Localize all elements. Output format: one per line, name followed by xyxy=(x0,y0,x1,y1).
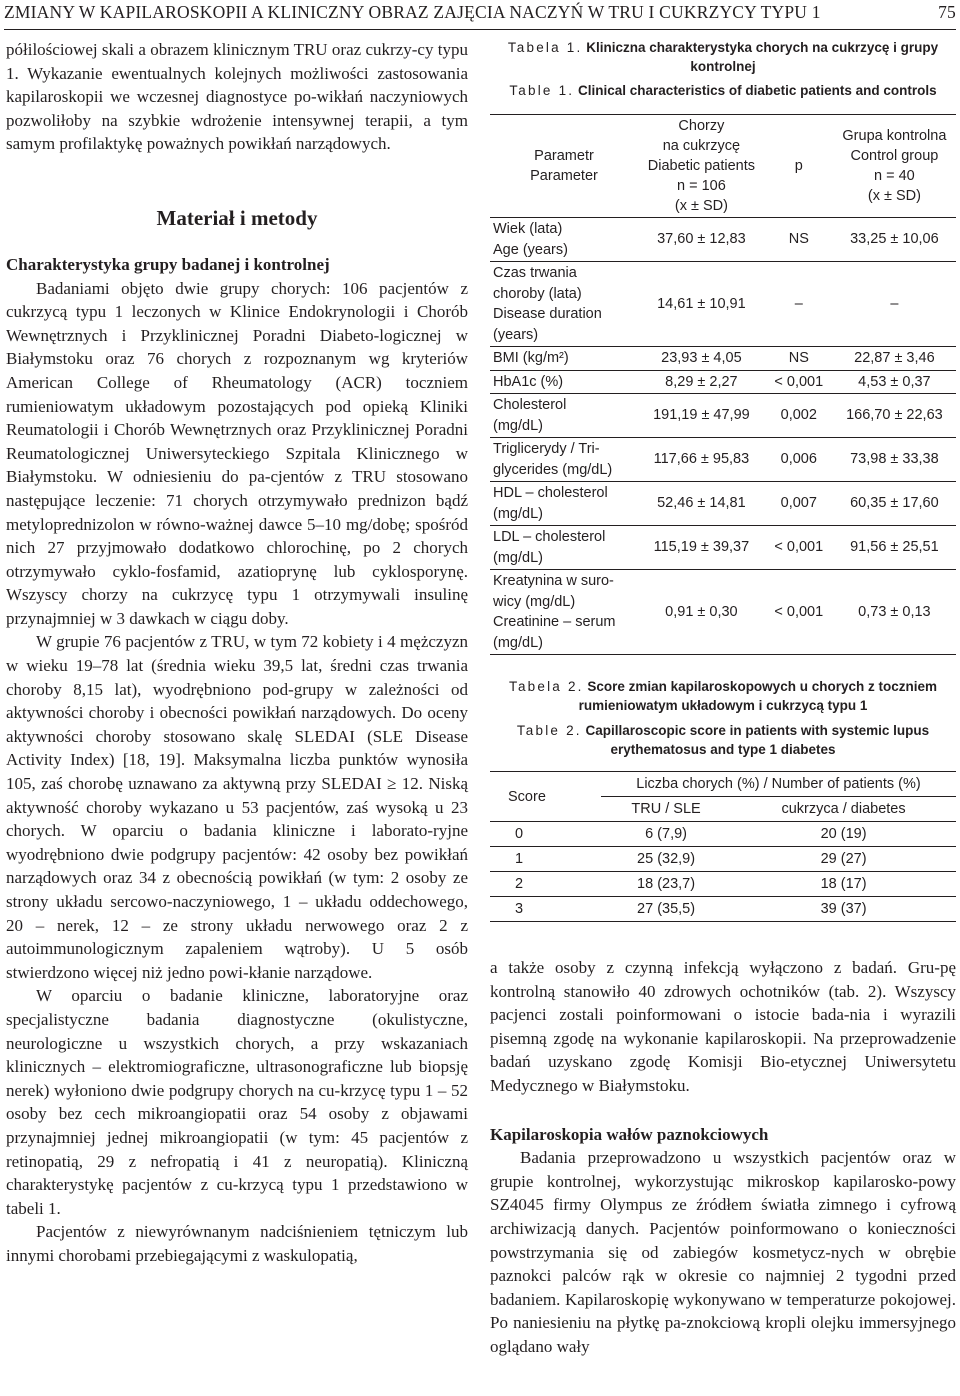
table1-label-pl: Tabela 1. xyxy=(507,40,583,55)
table1-body xyxy=(490,218,956,655)
p-value: NS xyxy=(765,347,833,371)
table1-row xyxy=(490,347,956,371)
row-label-line: glycerides (mg/dL) xyxy=(493,461,613,478)
row-label xyxy=(490,262,638,347)
paragraph: Pacjentów z niewyrównanym nadciśnieniem tętniczym lub innymi chorobami przebiegającymi z waskulopatią, xyxy=(6,1222,468,1265)
table2-label-pl: Tabela 2. xyxy=(509,679,584,694)
p-value: < 0,001 xyxy=(765,570,833,655)
row-label-line: (mg/dL) xyxy=(493,549,543,566)
score-value: 1 xyxy=(490,847,601,872)
diabetic-value: 14,61 ± 10,91 xyxy=(638,262,765,347)
control-value: – xyxy=(833,262,956,347)
row-label-line: choroby (lata) xyxy=(493,285,582,302)
paragraph: a także osoby z czynną infekcją wyłączono z badań. Gru-pę kontrolną stanowiło 40 zdrowych ochotników (tab. 2). Wszyscy pacjenci zostali poinformowani o istocie bada-nia i wyrazili pisemną zgodę na wykonanie kapilaroskopii. Na przeprowadzenie badań uzyskano zgodę Komisji Bio-etycznej Uniwersytetu Medycznego w Białymstoku. xyxy=(490,958,956,1095)
table2-header-diabetes: cukrzyca / diabetes xyxy=(731,797,956,822)
control-value: 22,87 ± 3,46 xyxy=(833,347,956,371)
row-label xyxy=(490,394,638,438)
table1-header-diabetic xyxy=(638,115,765,218)
right-column xyxy=(490,38,956,1359)
table1-row xyxy=(490,370,956,394)
score-value: 3 xyxy=(490,897,601,922)
tru-count: 25 (32,9) xyxy=(601,847,731,872)
subsection-heading: Kapilaroskopia wałów paznokciowych xyxy=(490,1124,769,1144)
diabetic-value: 0,91 ± 0,30 xyxy=(638,570,765,655)
diabetic-value: 23,93 ± 4,05 xyxy=(638,347,765,371)
p-value: < 0,001 xyxy=(765,370,833,394)
table1-header-control xyxy=(833,115,956,218)
table1-title-en: Clinical characteristics of diabetic patients and controls xyxy=(578,83,937,98)
control-value: 33,25 ± 10,06 xyxy=(833,218,956,262)
table1-label-en: Table 1. xyxy=(509,83,575,98)
control-value: 4,53 ± 0,37 xyxy=(833,370,956,394)
table2-row xyxy=(490,822,956,847)
paragraph: W oparciu o badanie kliniczne, laboratoryjne oraz specjalistyczne badania diagnostyczne (okulistyczne, neurologiczne u wszystkich chorych, a przy wskazaniach klinicznych – elektromiograficzne, ultrasonograficzne lub biopsję nerek) wyłoniono dwie podgrupy chorych na cu-krzycę typu 1 – 52 osoby bez cech mikroangiopatii oraz 54 osoby z objawami przynajmniej jednej mikroangiopatii (w tym: 45 pacjentów z retinopatią, 29 z nefropatią i 41 z neuropatią). Kliniczną charakterystykę pacjentów z cu-krzycą typu 1 przedstawiono w tabeli 1. xyxy=(6,986,468,1218)
control-value: 0,73 ± 0,13 xyxy=(833,570,956,655)
row-label-line: (mg/dL) xyxy=(493,634,543,651)
p-value: < 0,001 xyxy=(765,526,833,570)
row-label-line: Age (years) xyxy=(493,241,568,258)
table1-caption-pl xyxy=(490,38,956,76)
section-title: Materiał i metody xyxy=(156,205,318,230)
row-label-line: (years) xyxy=(493,326,539,343)
row-label-line: wicy (mg/dL) xyxy=(493,593,576,610)
diabetes-count: 29 (27) xyxy=(731,847,956,872)
intro-paragraph: półilościowej skali a obrazem klinicznym TRU oraz cukrzy-cy typu 1. Wykazanie ewentualnych kolejnych możliwości zastosowania kapilaroskopii we wczesnej diagnostyce po-wikłań naczyniowych pozwoliłoby na szybkie wdrożenie intensywnej terapii, a tym samym profilaktykę poważnych powikłań narządowych. xyxy=(6,40,468,154)
subsection-heading: Charakterystyka grupy badanej i kontrolnej xyxy=(6,254,330,274)
row-label-line: HbA1c (%) xyxy=(493,373,564,390)
p-value: 0,007 xyxy=(765,482,833,526)
row-label xyxy=(490,438,638,482)
control-value: 60,35 ± 17,60 xyxy=(833,482,956,526)
header-rule xyxy=(4,29,956,30)
row-label-line: Kreatynina w suro- xyxy=(493,573,614,589)
paragraph: Badania przeprowadzono u wszystkich pacjentów oraz w grupie kontrolnej, wykorzystując mikroskop kapilarosko-powy SZ4045 firmy Olympus ze źródłem światła zimnego i cyfrową archiwizacją danych. Pacjentów poinformowano o konieczności powstrzymania się od zabiegów kosmetycz-nych w obrębie paznokci palców rąk w okresie co najmniej 2 tygodni przed badaniem. Kapilaroskopię wykonywano w temperaturze pokojowej. Po naniesieniu na płytkę pa-znokciową kropli olejku immersyjnego oglądano wały xyxy=(490,1148,956,1356)
table1-row xyxy=(490,570,956,655)
table1 xyxy=(490,114,956,655)
table1-row xyxy=(490,394,956,438)
header-text: Parametr xyxy=(534,148,594,164)
control-value: 91,56 ± 25,51 xyxy=(833,526,956,570)
table2-caption-en xyxy=(490,721,956,759)
header-text: na cukrzycę xyxy=(662,138,741,154)
table2-header-row xyxy=(490,772,956,797)
table1-header-row xyxy=(490,115,956,218)
p-value: – xyxy=(765,262,833,347)
table2-header-group: Liczba chorych (%) / Number of patients (%) xyxy=(601,772,956,797)
p-value: NS xyxy=(765,218,833,262)
diabetic-value: 115,19 ± 39,37 xyxy=(638,526,765,570)
header-text: n = 40 xyxy=(874,168,915,184)
row-label xyxy=(490,570,638,655)
score-value: 2 xyxy=(490,872,601,897)
table1-row xyxy=(490,262,956,347)
row-label-line: Wiek (lata) xyxy=(493,221,563,237)
table1-title-pl: Kliniczna charakterystyka chorych na cukrzycę i grupy kontrolnej xyxy=(586,40,939,74)
p-value: 0,006 xyxy=(765,438,833,482)
header-text: Parameter xyxy=(530,168,598,184)
row-label-line: Czas trwania xyxy=(493,265,577,281)
table2 xyxy=(490,771,956,922)
row-label-line: BMI (kg/m²) xyxy=(493,350,569,366)
table2-title-en: Capillaroscopic score in patients with systemic lupus erythematosus and type 1 diabetes xyxy=(585,723,930,757)
diabetic-value: 8,29 ± 2,27 xyxy=(638,370,765,394)
control-value: 73,98 ± 33,38 xyxy=(833,438,956,482)
diabetic-value: 37,60 ± 12,83 xyxy=(638,218,765,262)
diabetes-count: 20 (19) xyxy=(731,822,956,847)
header-text: Grupa kontrolna xyxy=(842,128,947,144)
row-label xyxy=(490,347,638,371)
table1-caption-en xyxy=(490,81,956,100)
table2-label-en: Table 2. xyxy=(516,723,582,738)
left-column xyxy=(6,38,468,1268)
table2-row xyxy=(490,897,956,922)
row-label-line: Triglicerydy / Tri- xyxy=(493,441,600,457)
table1-header-param xyxy=(490,115,638,218)
row-label-line: Creatinine – serum xyxy=(493,614,616,630)
row-label-line: (mg/dL) xyxy=(493,505,543,522)
table1-row xyxy=(490,482,956,526)
header-text: Chorzy xyxy=(678,118,725,134)
table1-row xyxy=(490,218,956,262)
diabetes-count: 18 (17) xyxy=(731,872,956,897)
paragraph: W grupie 76 pacjentów z TRU, w tym 72 kobiety i 4 mężczyzn w wieku 19–78 lat (średnia wieku 39,5 lat, średni czas trwania choroby 8,15 lat), wyodrębniono pod-grupy w zależności od aktywności choroby i obecności powikłań narządowych. Do oceny aktywności choroby stosowano skalę SLEDAI (SLE Disease Activity Index) [18, 19]. Maksymalna liczba punktów wynosiła 105, zaś chorobę uznawano za aktywną przy SLEDAI ≥ 12. Niską aktywność choroby wykazano u 53 pacjentów, zaś wysoką u 23 chorych. W oparciu o badania kliniczne i laborato-ryjne wyodrębniono dwie podgrupy pacjentów: 42 osoby bez powikłań narządowych oraz 34 z obecnością powikłań (w tym: 2 osoby ze strony układu sercowo-naczyniowego, 1 – układu oddechowego, 20 – nerek, 12 – ze strony układu nerwowego oraz 2 z autoimmunologicznym zapaleniem wątroby). U 5 osób stwierdzono więcej niż jedno powi-kłanie narządowe. xyxy=(6,632,468,982)
table2-caption-pl xyxy=(490,677,956,715)
table1-row xyxy=(490,438,956,482)
row-label xyxy=(490,218,638,262)
row-label-line: Cholesterol xyxy=(493,397,567,413)
header-text: Control group xyxy=(850,148,939,164)
tru-count: 27 (35,5) xyxy=(601,897,731,922)
table2-row xyxy=(490,847,956,872)
row-label xyxy=(490,526,638,570)
table1-row xyxy=(490,526,956,570)
header-text: (x ± SD) xyxy=(674,198,728,214)
diabetic-value: 117,66 ± 95,83 xyxy=(638,438,765,482)
paragraph: Badaniami objęto dwie grupy chorych: 106 pacjentów z cukrzycą typu 1 leczonych w Klinice Endokrynologii i Chorób Wewnętrznych i Przyklinicznej Poradni Diabeto-logicznej w Białymstoku oraz 76 chorych z rozpoznanym wg kryteriów American College of Rheumatology (ACR) toczniem rumieniowatym układowym pozostających pod opieką Kliniki Reumatologii i Chorób Wewnętrznych oraz Przyklinicznej Poradni Reumatologicznej Uniwersyteckiego Szpitala Klinicznego w Białymstoku. W odniesieniu do pa-cjentów z TRU stosowano następujące leczenie: 71 chorych otrzymywało prednizon bądź metyloprednizolon w równo-ważnej dawce 5–10 mg/dobę; spośród nich 27 przyjmowało dodatkowo chlorochinę, po 2 chorych otrzymywało cyklo-fosfamid, azatioprynę lub cyklosporynę. Wszyscy chorzy na cukrzycę typu 1 otrzymywali insulinę przynajmniej w 3 dawkach w ciągu doby. xyxy=(6,278,468,628)
tru-count: 6 (7,9) xyxy=(601,822,731,847)
diabetes-count: 39 (37) xyxy=(731,897,956,922)
control-value: 166,70 ± 22,63 xyxy=(833,394,956,438)
tru-count: 18 (23,7) xyxy=(601,872,731,897)
table2-header-tru: TRU / SLE xyxy=(601,797,731,822)
p-value: 0,002 xyxy=(765,394,833,438)
row-label-line: Disease duration xyxy=(493,306,602,322)
running-header xyxy=(4,2,956,28)
header-text: n = 106 xyxy=(677,178,726,194)
table2-title-pl: Score zmian kapilaroskopowych u chorych z toczniem rumieniowatym układowym i cukrzycą typu 1 xyxy=(578,679,937,713)
table2-body xyxy=(490,822,956,922)
table1-header-p: p xyxy=(765,115,833,218)
table2-row xyxy=(490,872,956,897)
diabetic-value: 191,19 ± 47,99 xyxy=(638,394,765,438)
header-text: Diabetic patients xyxy=(647,158,755,174)
row-label xyxy=(490,370,638,394)
page-number: 75 xyxy=(938,2,956,22)
header-text: (x ± SD) xyxy=(867,188,921,204)
running-title: ZMIANY W KAPILAROSKOPII A KLINICZNY OBRAZ ZAJĘCIA NACZYŃ W TRU I CUKRZYCY TYPU 1 xyxy=(4,2,821,22)
row-label-line: HDL – cholesterol xyxy=(493,485,608,501)
row-label-line: (mg/dL) xyxy=(493,417,543,434)
row-label-line: LDL – cholesterol xyxy=(493,529,606,545)
diabetic-value: 52,46 ± 14,81 xyxy=(638,482,765,526)
row-label xyxy=(490,482,638,526)
table2-header-score: Score xyxy=(490,772,601,822)
score-value: 0 xyxy=(490,822,601,847)
